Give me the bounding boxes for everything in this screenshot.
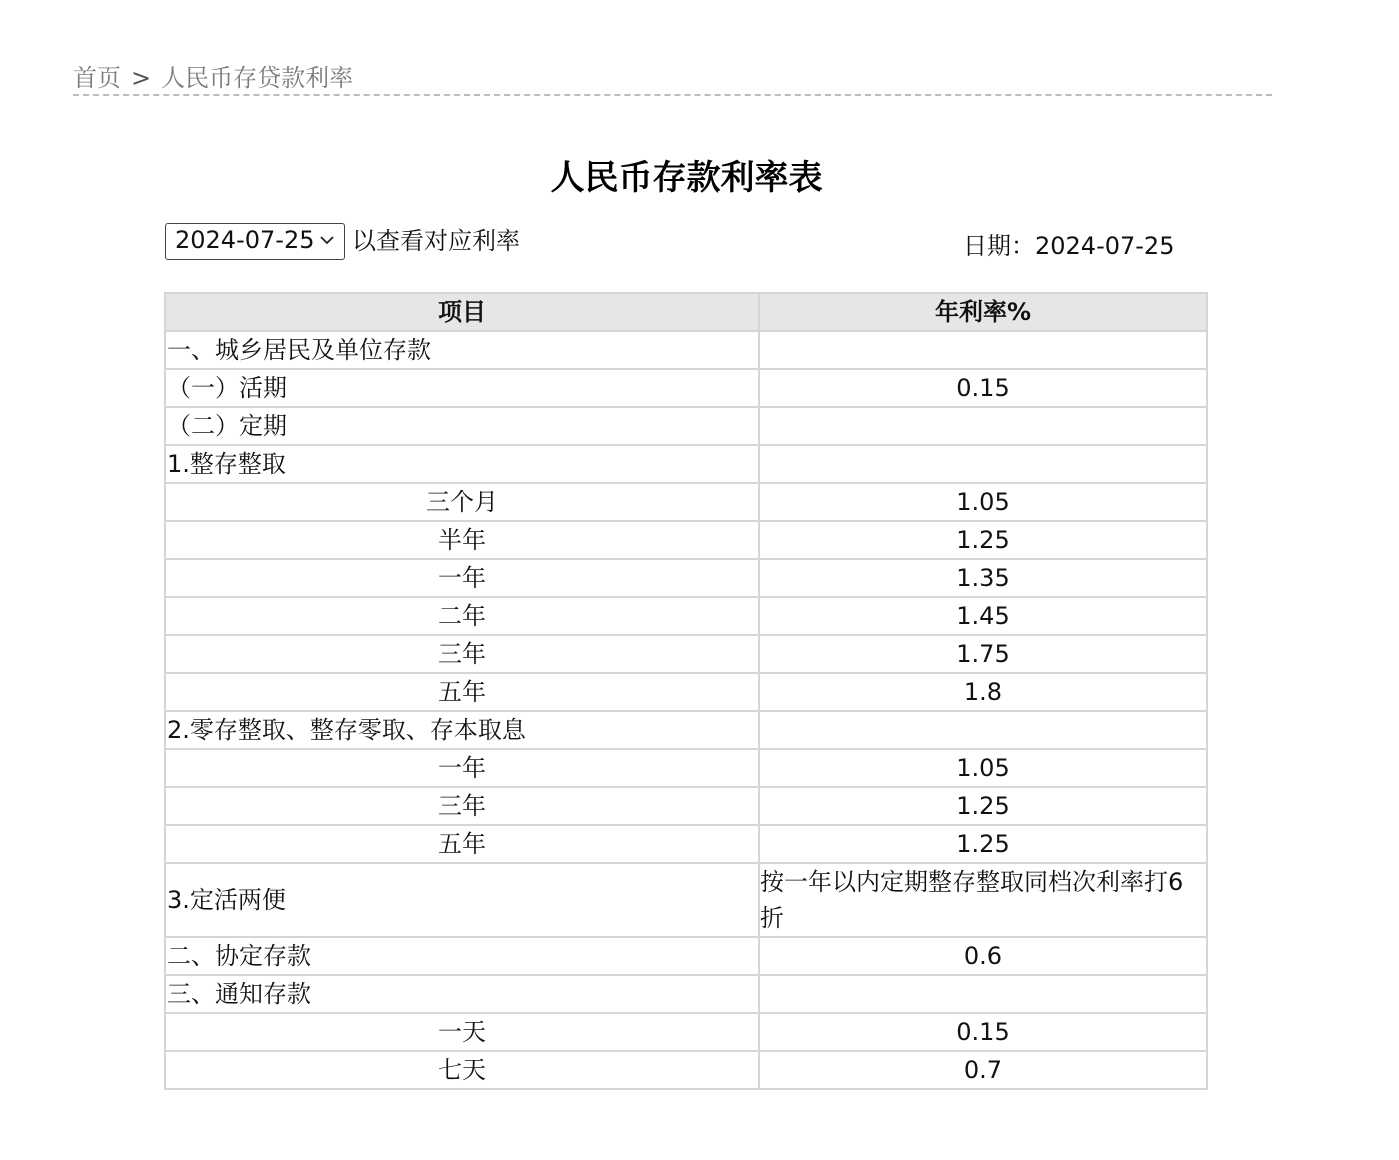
rate-cell: 1.05	[759, 483, 1207, 521]
item-cell: 1.整存整取	[165, 445, 759, 483]
item-cell: 三个月	[165, 483, 759, 521]
header-item: 项目	[165, 293, 759, 331]
table-row	[165, 863, 1207, 937]
date-select-value: 2024-07-25	[175, 226, 315, 254]
item-cell: 三年	[165, 635, 759, 673]
table-header-row	[165, 293, 1207, 331]
table-row	[165, 1051, 1207, 1089]
rate-cell	[759, 407, 1207, 445]
breadcrumb-home-link[interactable]: 首页	[73, 64, 121, 92]
table-row	[165, 1013, 1207, 1051]
breadcrumb	[73, 62, 1272, 96]
item-cell: （二）定期	[165, 407, 759, 445]
rate-cell: 0.15	[759, 369, 1207, 407]
table-row	[165, 597, 1207, 635]
page-title: 人民币存款利率表	[550, 158, 823, 198]
select-hint: 以查看对应利率	[352, 227, 520, 255]
item-cell: 一年	[165, 559, 759, 597]
rate-cell: 1.05	[759, 749, 1207, 787]
table-row	[165, 635, 1207, 673]
item-cell: 2.零存整取、整存零取、存本取息	[165, 711, 759, 749]
header-rate: 年利率%	[759, 293, 1207, 331]
rate-cell: 1.25	[759, 787, 1207, 825]
rate-cell: 按一年以内定期整存整取同档次利率打6折	[759, 863, 1207, 937]
date-display: 日期：2024-07-25	[963, 232, 1175, 260]
rate-cell: 1.25	[759, 521, 1207, 559]
table-row	[165, 331, 1207, 369]
rate-cell: 0.15	[759, 1013, 1207, 1051]
rate-cell: 1.45	[759, 597, 1207, 635]
item-cell: 3.定活两便	[165, 863, 759, 937]
table-row	[165, 407, 1207, 445]
table-row	[165, 369, 1207, 407]
item-cell: 半年	[165, 521, 759, 559]
table-row	[165, 521, 1207, 559]
item-cell: 一、城乡居民及单位存款	[165, 331, 759, 369]
table-row	[165, 711, 1207, 749]
item-cell: 一年	[165, 749, 759, 787]
item-cell: 七天	[165, 1051, 759, 1089]
table-row	[165, 937, 1207, 975]
table-row	[165, 749, 1207, 787]
table-row	[165, 975, 1207, 1013]
table-row	[165, 787, 1207, 825]
rate-table	[164, 292, 1208, 1090]
table-row	[165, 825, 1207, 863]
rate-cell: 1.8	[759, 673, 1207, 711]
rate-cell: 0.6	[759, 937, 1207, 975]
item-cell: 一天	[165, 1013, 759, 1051]
date-select[interactable]	[165, 223, 345, 260]
item-cell: 二年	[165, 597, 759, 635]
table-row	[165, 673, 1207, 711]
item-cell: 五年	[165, 673, 759, 711]
rate-cell: 1.25	[759, 825, 1207, 863]
rate-cell: 0.7	[759, 1051, 1207, 1089]
chevron-down-icon	[319, 224, 335, 268]
item-cell: 三年	[165, 787, 759, 825]
breadcrumb-separator: >	[131, 64, 152, 92]
item-cell: 五年	[165, 825, 759, 863]
item-cell: 二、协定存款	[165, 937, 759, 975]
rate-cell: 1.75	[759, 635, 1207, 673]
rate-cell	[759, 331, 1207, 369]
table-row	[165, 483, 1207, 521]
item-cell: （一）活期	[165, 369, 759, 407]
rate-cell	[759, 711, 1207, 749]
table-row	[165, 445, 1207, 483]
rate-cell	[759, 445, 1207, 483]
item-cell: 三、通知存款	[165, 975, 759, 1013]
rate-cell	[759, 975, 1207, 1013]
breadcrumb-current-link[interactable]: 人民币存贷款利率	[161, 64, 354, 92]
table-row	[165, 559, 1207, 597]
rate-cell: 1.35	[759, 559, 1207, 597]
